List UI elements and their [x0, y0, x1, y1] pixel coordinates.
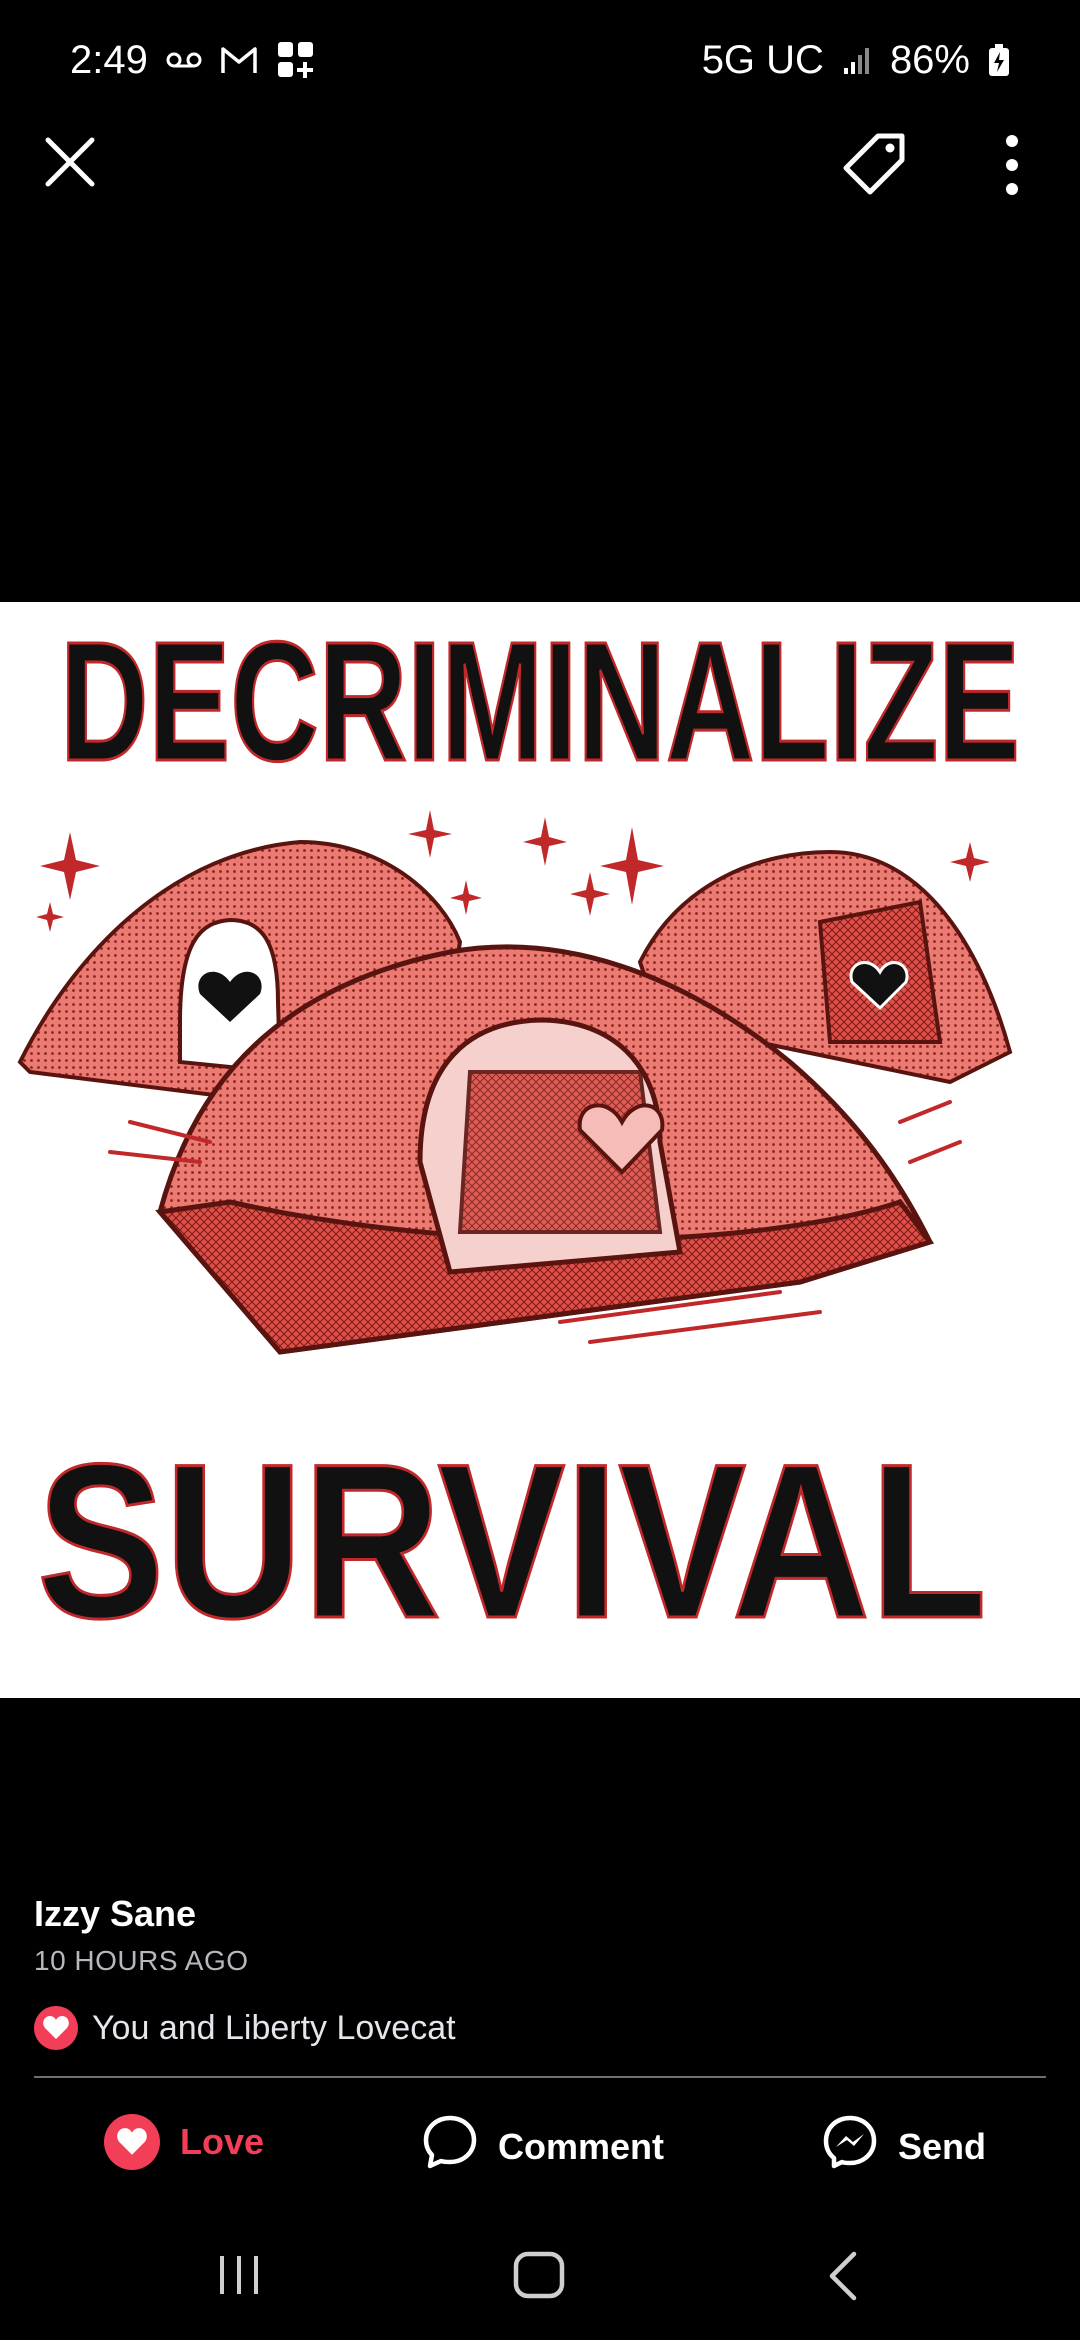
photo-viewer-toolbar	[0, 120, 1080, 210]
post-timestamp: 10 HOURS AGO	[34, 1945, 249, 1976]
more-vertical-icon[interactable]	[992, 132, 1032, 198]
send-button[interactable]	[822, 2114, 986, 2179]
send-label: Send	[898, 2125, 987, 2167]
signal-icon	[842, 44, 872, 76]
comment-icon	[422, 2114, 478, 2179]
home-icon[interactable]	[512, 2250, 568, 2307]
image-headline-top: DECRIMINALIZE	[60, 607, 1020, 797]
gmail-icon	[220, 45, 258, 75]
status-right	[702, 38, 1010, 83]
divider	[34, 2076, 1046, 2078]
system-nav-bar	[0, 2220, 1080, 2340]
love-button[interactable]	[104, 2114, 264, 2170]
tag-icon[interactable]	[840, 130, 910, 200]
status-left	[70, 38, 316, 83]
post-image[interactable]	[0, 602, 1080, 1698]
recent-apps-icon[interactable]	[214, 2250, 264, 2305]
status-time: 2:49	[70, 37, 148, 82]
voicemail-icon	[166, 50, 202, 70]
network-label: 5G UC	[701, 37, 824, 82]
comment-label: Comment	[498, 2125, 665, 2167]
post-actions	[0, 2108, 1080, 2178]
close-icon[interactable]	[40, 132, 100, 192]
author-name[interactable]: Izzy Sane	[34, 1893, 197, 1934]
love-reaction-icon	[34, 2006, 78, 2050]
reactions-summary[interactable]	[34, 2006, 1046, 2050]
messenger-icon	[822, 2114, 878, 2179]
battery-charging-icon	[988, 43, 1010, 77]
status-bar	[0, 0, 1080, 120]
back-icon[interactable]	[824, 2250, 864, 2307]
reactions-text: You and Liberty Lovecat	[92, 2008, 456, 2047]
heart-icon	[104, 2114, 160, 2170]
post-info	[34, 1892, 1046, 2050]
comment-button[interactable]	[422, 2114, 664, 2179]
image-headline-bottom: SURVIVAL	[37, 1418, 987, 1664]
battery-percent: 86%	[889, 37, 970, 82]
love-label: Love	[180, 2121, 265, 2162]
apps-add-icon	[276, 40, 316, 80]
